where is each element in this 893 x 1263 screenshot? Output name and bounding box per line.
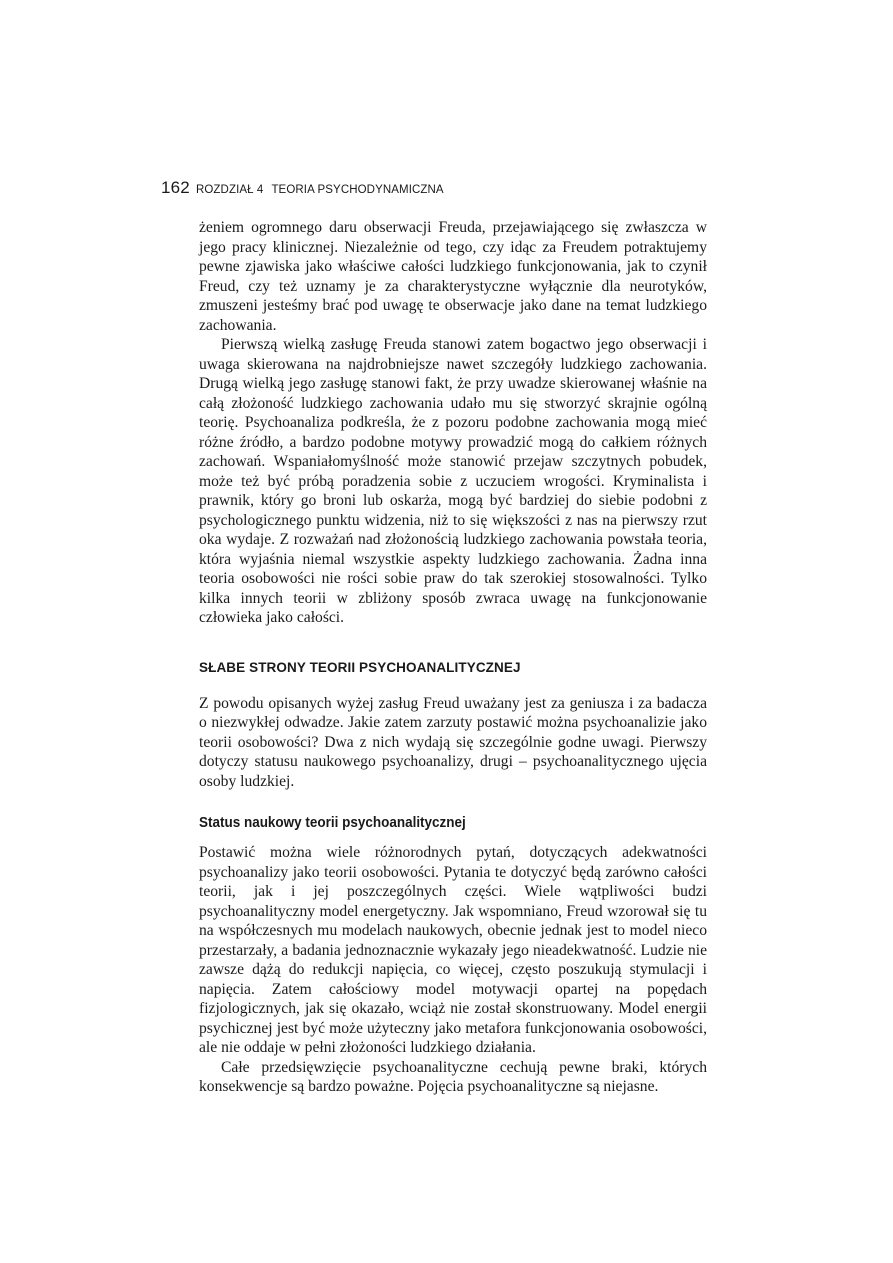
paragraph-scientific-status: Postawić można wiele różnorodnych pytań, dotyczących adekwatności psychoanalizy jako teorii osobowości. Pytania te dotyczyć będą zarówno całości teorii, jak i jej poszczególnych części. Wiele wątpliwości budzi psychoanalityczny model energetyczny. Jak wspomniano, Freud wzorował się tu na współczesnych mu modelach naukowych, obecnie jednak jest to model nieco przestarzały, a badania jednoznacznie wykazały jego nieadekwatność. Ludzie nie zawsze dążą do redukcji napięcia, co więcej, często poszukują stymulacji i napięcia. Zatem całościowy model motywacji opartej na popędach fizjologicznych, jak się okazało, wciąż nie został skonstruowany. Model energii psychicznej jest być może użyteczny jako metafora funkcjonowania osobowości, ale nie oddaje w pełni złożoności ludzkiego działania.	[199, 844, 707, 1056]
chapter-title: TEORIA PSYCHODYNAMICZNA	[271, 184, 444, 196]
page-header	[161, 178, 721, 200]
paragraph-freud-merits: Pierwszą wielką zasługę Freuda stanowi zatem bogactwo jego obserwacji i uwaga skierowana na najdrobniejsze nawet szczegóły ludzkiego zachowania. Drugą wielką jego zasługę stanowi fakt, że przy uwadze skierowanej właśnie na całą złożoność ludzkiego zachowania udało mu się stworzyć skrajnie ogólną teorię. Psychoanaliza podkreśla, że z pozoru podobne zachowania mogą mieć różne źródło, a bardzo podobne motywy prowadzić mogą do całkiem różnych zachowań. Wspaniałomyślność może stanowić przejaw szczytnych pobudek, może też być próbą poradzenia sobie z uczuciem wrogości. Kryminalista i prawnik, który go broni lub oskarża, mogą być bardziej do siebie podobni z psychologicznego punktu widzenia, niż to się większości z nas na pierwszy rzut oka wydaje. Z rozważań nad złożonością ludzkiego zachowania powstała teoria, która wyjaśnia niemal wszystkie aspekty ludzkiego zachowania. Żadna inna teoria osobowości nie rości sobie praw do tak szerokiej stosowalności. Tylko kilka innych teorii w zbliżony sposób zwraca uwagę na funkcjonowanie człowieka jako całości.	[199, 336, 707, 626]
page-body	[199, 218, 707, 1097]
paragraph-continuation: żeniem ogromnego daru obserwacji Freuda, przejawiającego się zwłaszcza w jego pracy klinicznej. Niezależnie od tego, czy idąc za Freudem potraktujemy pewne zjawiska jako właściwe całości ludzkiego funkcjonowania, jak to czynił Freud, czy też uznamy je za charakterystyczne wyłącznie dla neurotyków, zmuszeni jesteśmy brać pod uwagę te obserwacje jako dane na temat ludzkiego zachowania.	[199, 219, 707, 334]
section-heading-weaknesses: SŁABE STRONY TEORII PSYCHOANALITYCZNEJ	[199, 659, 521, 675]
subsection-heading-scientific-status: Status naukowy teorii psychoanalitycznej	[199, 815, 466, 831]
running-head	[196, 184, 444, 196]
page-number: 162	[161, 178, 190, 197]
paragraph-shortcomings: Całe przedsięwzięcie psychoanalityczne cechują pewne braki, których konsekwencje są bardzo poważne. Pojęcia psychoanalityczne są niejasne.	[199, 1058, 707, 1095]
paragraph-weaknesses-intro: Z powodu opisanych wyżej zasług Freud uważany jest za geniusza i za badacza o niezwykłej odwadze. Jakie zatem zarzuty postawić można psychoanalizie jako teorii osobowości? Dwa z nich wydają się szczególnie godne uwagi. Pierwszy dotyczy statusu naukowego psychoanalizy, drugi – psychoanalitycznego ujęcia osoby ludzkiej.	[199, 694, 707, 790]
chapter-label: ROZDZIAŁ 4	[195, 184, 264, 196]
